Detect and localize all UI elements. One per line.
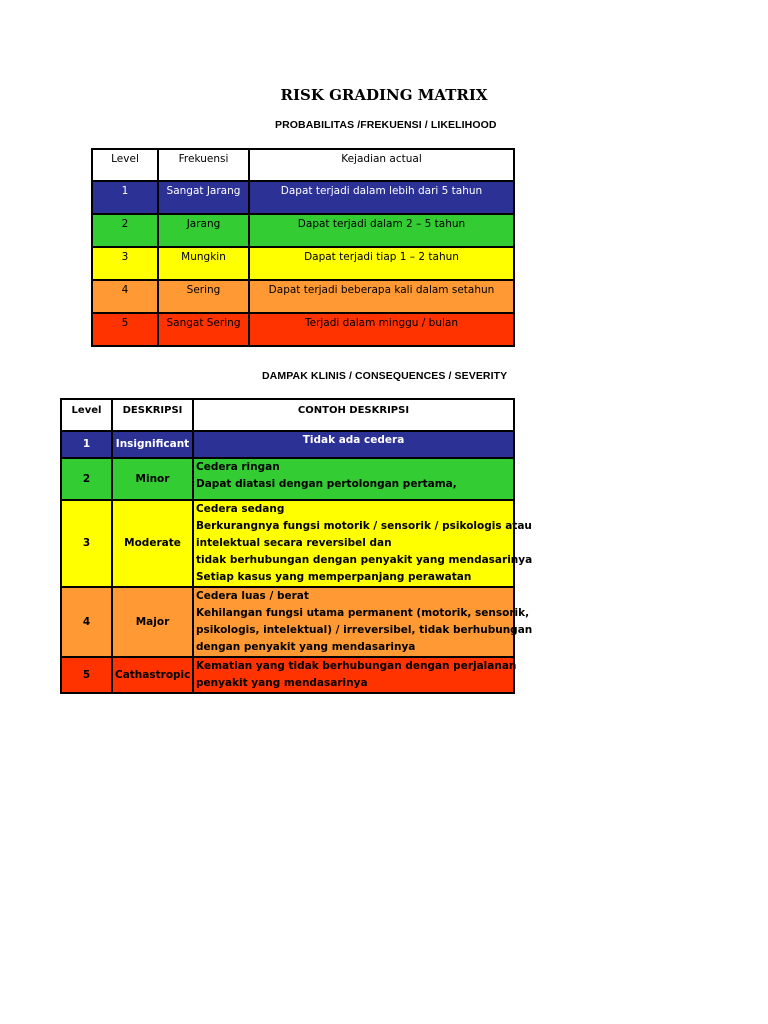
severity-level: 1	[61, 431, 112, 458]
severity-row	[61, 500, 514, 587]
severity-level: 3	[61, 500, 112, 587]
column-header-level: Level	[61, 399, 112, 431]
column-header-kejadian: Kejadian actual	[249, 149, 514, 181]
severity-contoh-line: penyakit yang mendasarinya	[196, 677, 368, 689]
severity-deskripsi: Insignificant	[112, 431, 193, 458]
column-header-contoh: CONTOH DESKRIPSI	[193, 399, 514, 431]
severity-contoh-line: Cedera ringan	[196, 461, 280, 473]
severity-row	[61, 657, 514, 693]
severity-header-row	[61, 399, 514, 431]
severity-level: 2	[61, 458, 112, 500]
likelihood-frekuensi: Sangat Sering	[158, 313, 249, 346]
likelihood-frekuensi: Sering	[158, 280, 249, 313]
likelihood-header-row	[92, 149, 514, 181]
severity-deskripsi: Cathastropic	[112, 657, 193, 693]
page-title: RISK GRADING MATRIX	[280, 86, 488, 104]
severity-contoh-line: Cedera luas / berat	[196, 590, 309, 602]
severity-heading: DAMPAK KLINIS / CONSEQUENCES / SEVERITY	[262, 370, 508, 382]
severity-level: 4	[61, 587, 112, 657]
severity-deskripsi: Minor	[112, 458, 193, 500]
severity-contoh-line: Cedera sedang	[196, 503, 285, 515]
severity-contoh	[193, 657, 517, 693]
severity-contoh	[193, 431, 514, 458]
likelihood-level: 4	[92, 280, 158, 313]
severity-deskripsi: Major	[112, 587, 193, 657]
severity-contoh-line: Kehilangan fungsi utama permanent (motorik, sensorik,	[196, 607, 530, 619]
severity-contoh-line: dengan penyakit yang mendasarinya	[196, 641, 416, 653]
likelihood-frekuensi: Jarang	[158, 214, 249, 247]
severity-contoh	[193, 500, 533, 587]
severity-contoh-line: psikologis, intelektual) / irreversibel, tidak berhubungan	[196, 624, 533, 636]
severity-contoh	[193, 587, 533, 657]
likelihood-table	[91, 148, 515, 347]
severity-contoh-line: Dapat diatasi dengan pertolongan pertama,	[196, 478, 457, 490]
likelihood-row	[92, 247, 514, 280]
severity-contoh-line: Berkurangnya fungsi motorik / sensorik / psikologis atau	[196, 520, 532, 532]
likelihood-kejadian: Dapat terjadi beberapa kali dalam setahun	[249, 280, 514, 313]
severity-contoh-line: tidak berhubungan dengan penyakit yang mendasarinya	[196, 554, 533, 566]
likelihood-row	[92, 280, 514, 313]
severity-contoh	[193, 458, 514, 500]
severity-row	[61, 431, 514, 458]
severity-row	[61, 458, 514, 500]
severity-contoh-line: Setiap kasus yang memperpanjang perawatan	[196, 571, 472, 583]
severity-contoh-line: Kematian yang tidak berhubungan dengan perjalanan	[196, 660, 517, 672]
likelihood-level: 1	[92, 181, 158, 214]
likelihood-frekuensi: Sangat Jarang	[158, 181, 249, 214]
severity-table	[60, 398, 533, 694]
likelihood-level: 2	[92, 214, 158, 247]
severity-deskripsi: Moderate	[112, 500, 193, 587]
severity-level: 5	[61, 657, 112, 693]
severity-contoh-line: intelektual secara reversibel dan	[196, 537, 392, 549]
column-header-deskripsi: DESKRIPSI	[112, 399, 193, 431]
likelihood-kejadian: Terjadi dalam minggu / bulan	[249, 313, 514, 346]
severity-contoh-line: Tidak ada cedera	[302, 434, 405, 446]
likelihood-row	[92, 313, 514, 346]
likelihood-kejadian: Dapat terjadi tiap 1 – 2 tahun	[249, 247, 514, 280]
likelihood-frekuensi: Mungkin	[158, 247, 249, 280]
likelihood-level: 5	[92, 313, 158, 346]
likelihood-kejadian: Dapat terjadi dalam 2 – 5 tahun	[249, 214, 514, 247]
likelihood-level: 3	[92, 247, 158, 280]
likelihood-heading: PROBABILITAS /FREKUENSI / LIKELIHOOD	[275, 119, 497, 131]
column-header-level: Level	[92, 149, 158, 181]
column-header-frekuensi: Frekuensi	[158, 149, 249, 181]
likelihood-row	[92, 181, 514, 214]
severity-row	[61, 587, 514, 657]
likelihood-kejadian: Dapat terjadi dalam lebih dari 5 tahun	[249, 181, 514, 214]
likelihood-row	[92, 214, 514, 247]
